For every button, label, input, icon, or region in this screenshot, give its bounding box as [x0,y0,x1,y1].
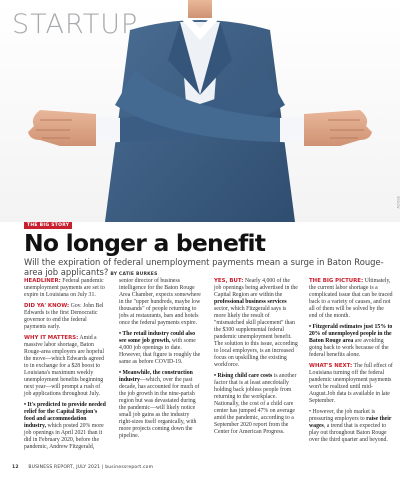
paragraph [214,373,298,436]
paragraph-text: senior director of business intelligence for the Baton Rouge Area Chamber, expects somewhere in the "upper hundreds, maybe low thousands" of people returning to jobs at restaurants, bars and hotels once the federal payments expire. [119,278,201,326]
photo-credit: ADOBE [396,196,400,209]
paragraph-text: Nearly 4,000 of the job openings being advertised in the Capital Region are within the [214,278,298,298]
paragraph-lead: THE BIG PICTURE: [309,278,364,284]
paragraph-bold: professional business services [214,299,287,305]
paragraph [119,370,203,440]
paragraph [119,278,203,327]
byline: BY CATIE BURKES [110,272,158,277]
column-1 [24,278,108,455]
paragraph-lead: WHY IT MATTERS: [24,335,79,341]
article-body [24,278,394,458]
column-2 [119,278,203,444]
paragraph-text: with some 4,000 job openings to date. However, that figure is roughly the same as before COVID-19. [119,338,201,365]
paragraph-bold: • Fitzgerald estimates just 15% to 20% of unemployed people in the Baton Rouge area [309,324,393,344]
paragraph [214,278,298,369]
publication-line: BUSINESS REPORT, JULY 2021 | businessreport.com [28,465,154,470]
section-title: STARTUP [12,9,139,40]
paragraph-bold: • Meanwhile, the construction industry [119,370,193,383]
paragraph-lead: WHAT'S NEXT: [309,363,353,369]
paragraph-text: , a trend that is expected to play out throughout Baton Rouge over the third quarter and beyond. [309,423,388,443]
paragraph-lead: YES, BUT: [214,278,244,284]
column-4 [309,278,393,448]
paragraph-text: • However, the job market is pressuring employers to [309,409,376,422]
column-3 [214,278,298,440]
paragraph-lead: HEADLINER: [24,278,61,284]
paragraph-text: The full effect of Louisiana turning off the federal pandemic unemployment payments won't be realized until mid-August.Job data is available in late September. [309,363,393,404]
paragraph [309,324,393,359]
page-footer [12,465,153,470]
paragraph [24,303,108,331]
paragraph [119,331,203,366]
paragraph-text: Federal pandemic unemployment payments are set to expire in Louisiana on July 31. [24,278,105,298]
paragraph-text: which posted 20% more job openings in April 2021 than it did in February 2020, before the pandemic, Andrew Fitzgerald, [24,423,104,450]
paragraph [309,363,393,405]
paragraph-text: is another factor that is at least anecdotally holding back jobless people from returning to the workplace. Nationally, the cost of a child care center has jumped 47% on average amid the pandemic, according to a September 2020 report from the Center for American Progress. [214,373,297,435]
paragraph-bold: • It's predicted to provide needed relief for the Capital Region's food and accommodation industry, [24,402,106,429]
paragraph [309,409,393,444]
paragraph [24,335,108,398]
paragraph [24,402,108,451]
paragraph-text: Amid a massive labor shortage, Baton Rouge-area employers are hopeful the move—which Edwards agreed to in exchange for a $28 boost to Louisiana's maximum weekly unemployment benefits beginning next year—will prompt a rush of job applications throughout July. [24,335,105,397]
article-headline: No longer a benefit [24,229,266,257]
paragraph-bold: • Rising child care costs [214,373,273,379]
paragraph [309,278,393,320]
paragraph-bold: • The retail industry could also see some job growth, [119,331,196,344]
paragraph-text: are avoiding going back to work because of the federal benefits alone. [309,338,389,358]
paragraph-text: Ultimately, the current labor shortage is a complicated issue that can be traced back to a variety of causes, and not all of them will be solved by the end of the month. [309,278,393,319]
paragraph-bold: raise their wages [309,416,392,429]
article-dek [24,257,389,280]
paragraph-text: Gov. John Bel Edwards is the first Democratic governor to end the federal payments early. [24,303,104,330]
paragraph-text: sector, which Fitzgerald says is more likely the result of "mismatched skill placement" than the $300 supplemental federal pandemic unemployment benefit. The solution to this issue, according to local employers, is an increased focus on upskilling the existing workforce. [214,306,298,368]
story-tag: THE BIG STORY [24,222,72,229]
paragraph [24,278,108,299]
paragraph-lead: DID YA' KNOW: [24,303,70,309]
page-number: 12 [12,465,19,470]
paragraph-text: —which, over the past decade, has accounted for much of the job growth in the nine-parish region but was devastated during the pandemic—will likely notice small job gains as the industry right-sizes itself organically, with more projects coming down the pipeline. [119,377,200,439]
dek-text: Will the expiration of federal unemployment payments mean a surge in Baton Rouge-area job applicants? [24,257,384,277]
